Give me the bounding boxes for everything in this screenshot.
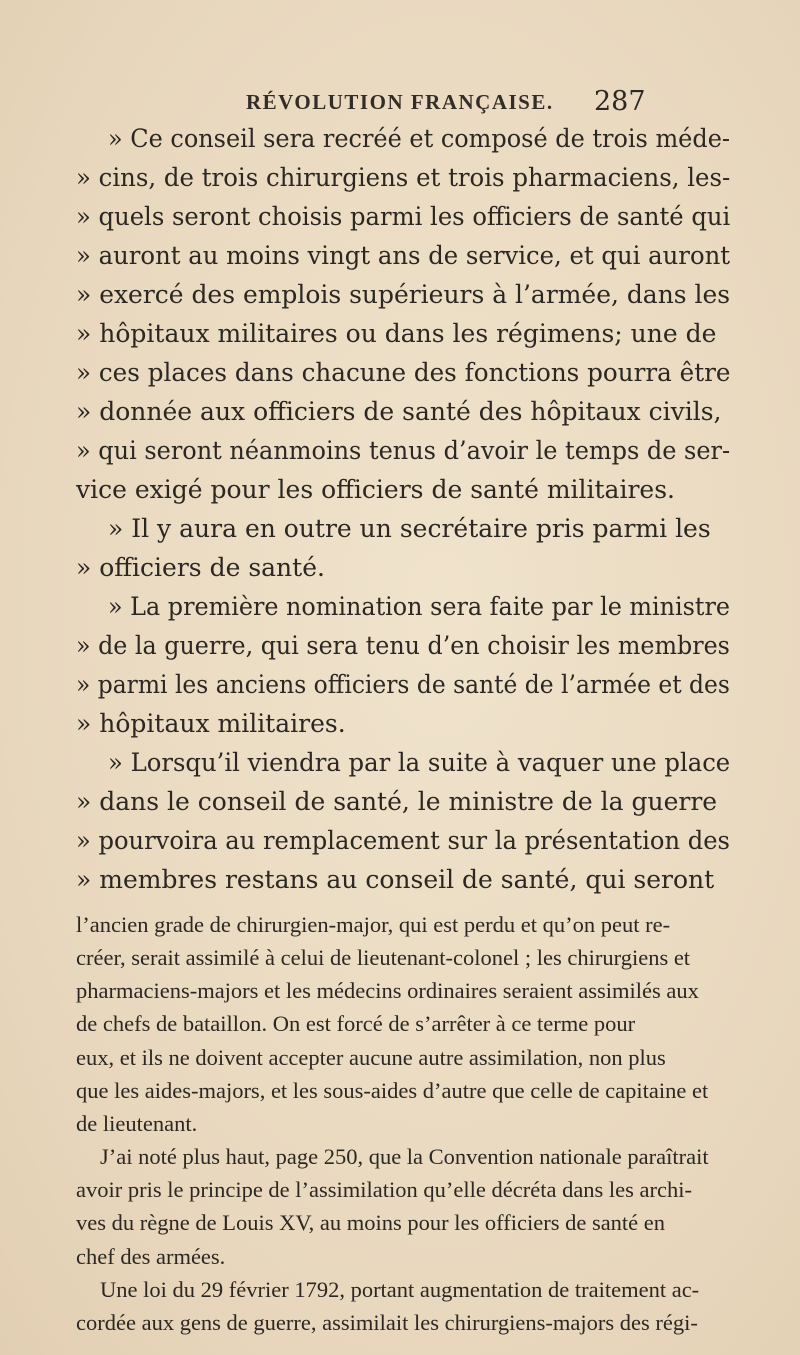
footnote-line: chef des armées. — [76, 1243, 226, 1269]
text-line: » cins, de trois chirurgiens et trois pharmaciens, les- — [76, 163, 731, 192]
text-line: » exercé des emplois supérieurs à l’armée, dans les — [76, 280, 731, 309]
text-line: » donnée aux officiers de santé des hôpitaux civils, — [76, 397, 722, 426]
text-line: » dans le conseil de santé, le ministre de la guerre — [76, 787, 718, 816]
page-number: 287 — [594, 86, 646, 117]
text-line: » auront au moins vingt ans de service, et qui auront — [76, 241, 731, 270]
text-line: » pourvoira au remplacement sur la présentation des — [76, 826, 730, 855]
text-line: » de la guerre, qui sera tenu d’en choisir les membres — [76, 631, 730, 660]
running-head — [0, 86, 800, 116]
text-line: » parmi les anciens officiers de santé de l’armée et des — [76, 670, 730, 699]
footnote-line: de chefs de bataillon. On est forcé de s’arrêter à ce terme pour — [76, 1011, 636, 1037]
text-line: » membres restans au conseil de santé, qui seront — [76, 865, 715, 894]
text-line: » hôpitaux militaires ou dans les régimens; une de — [76, 319, 717, 348]
text-line: » hôpitaux militaires. — [76, 709, 346, 738]
footnote-line: ves du règne de Louis XV, au moins pour les officiers de santé en — [76, 1210, 666, 1236]
text-line: » officiers de santé. — [76, 553, 325, 582]
text-line: » quels seront choisis parmi les officiers de santé qui — [76, 202, 731, 231]
footnote-line: cordée aux gens de guerre, assimilait les chirurgiens-majors des régi- — [76, 1309, 698, 1335]
footnote-line: eux, et ils ne doivent accepter aucune autre assimilation, non plus — [76, 1044, 666, 1070]
footnote-line: créer, serait assimilé à celui de lieutenant-colonel ; les chirurgiens et — [76, 945, 691, 971]
footnote-line: que les aides-majors, et les sous-aides d’autre que celle de capitaine et — [76, 1077, 709, 1103]
text-line: » Il y aura en outre un secrétaire pris parmi les — [108, 514, 711, 543]
text-line: vice exigé pour les officiers de santé militaires. — [76, 475, 675, 504]
footnote-line: l’ancien grade de chirurgien-major, qui est perdu et qu’on peut re- — [76, 912, 671, 937]
footnote-line: avoir pris le principe de l’assimilation qu’elle décréta dans les archi- — [76, 1177, 693, 1203]
running-title: RÉVOLUTION FRANÇAISE. — [246, 90, 554, 114]
text-line: » Lorsqu’il viendra par la suite à vaquer une place — [108, 748, 731, 777]
text-line: » qui seront néanmoins tenus d’avoir le temps de ser- — [76, 436, 731, 465]
footnote-line: J’ai noté plus haut, page 250, que la Convention nationale paraîtrait — [100, 1144, 709, 1170]
text-line: » La première nomination sera faite par le ministre — [108, 592, 730, 621]
text-line: » ces places dans chacune des fonctions pourra être — [76, 358, 731, 387]
text-line: » Ce conseil sera recréé et composé de trois méde- — [108, 124, 730, 153]
footnote-line: de lieutenant. — [76, 1110, 198, 1136]
footnote-line: Une loi du 29 février 1792, portant augmentation de traitement ac- — [100, 1276, 700, 1302]
footnote-line: pharmaciens-majors et les médecins ordinaires seraient assimilés aux — [76, 978, 699, 1004]
